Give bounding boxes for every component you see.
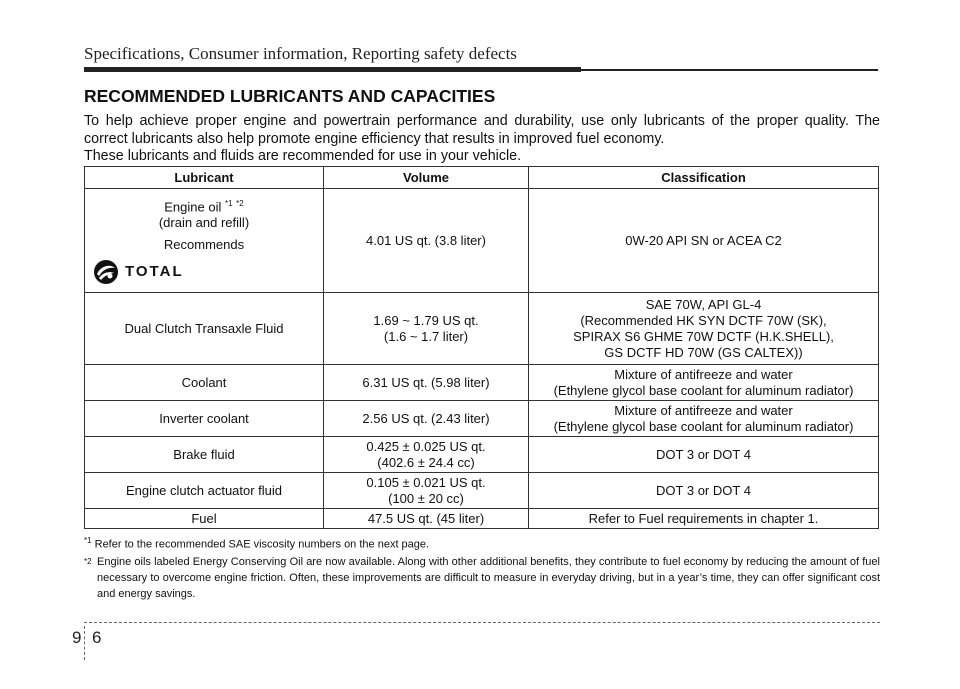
footnote-ref-2: *2 (236, 198, 244, 208)
footnote-2-marker: *2 (84, 557, 92, 566)
header-lubricant: Lubricant (85, 167, 324, 189)
table-row-engine-oil (85, 189, 879, 293)
table-row-brake (85, 437, 879, 473)
engine-oil-recommends: Recommends (163, 237, 245, 253)
dct-class-line3: SPIRAX S6 GHME 70W DCTF (H.K.SHELL), (573, 328, 834, 344)
brake-volume-line1: 0.425 ± 0.025 US qt. (366, 438, 486, 454)
total-logo (93, 259, 319, 285)
coolant-classification (529, 365, 879, 401)
dct-volume-line2: (1.6 ~ 1.7 liter) (383, 328, 469, 344)
intro-note: These lubricants and fluids are recommended for use in your vehicle. (84, 148, 522, 164)
lubricants-table (84, 166, 879, 529)
table-row-dct (85, 293, 879, 365)
table-header-row (85, 167, 879, 189)
header-volume: Volume (324, 167, 529, 189)
clutch-name: Engine clutch actuator fluid (85, 473, 324, 509)
dct-class-line2: (Recommended HK SYN DCTF 70W (SK), (580, 312, 827, 328)
table-row-clutch (85, 473, 879, 509)
fuel-classification: Refer to Fuel requirements in chapter 1. (529, 509, 879, 529)
inverter-classification (529, 401, 879, 437)
clutch-classification: DOT 3 or DOT 4 (529, 473, 879, 509)
footnote-1-text: Refer to the recommended SAE viscosity numbers on the next page. (94, 538, 430, 551)
footnote-1-marker: *1 (84, 536, 92, 545)
page-chapter-number: 9 (72, 628, 82, 647)
page-footer-rule (84, 622, 880, 623)
fuel-name: Fuel (85, 509, 324, 529)
engine-oil-volume: 4.01 US qt. (3.8 liter) (324, 189, 529, 293)
dct-classification (529, 293, 879, 365)
dct-name: Dual Clutch Transaxle Fluid (85, 293, 324, 365)
coolant-class-line2: (Ethylene glycol base coolant for aluminum radiator) (553, 382, 854, 398)
engine-oil-sub: (drain and refill) (158, 215, 250, 231)
section-title: RECOMMENDED LUBRICANTS AND CAPACITIES (84, 86, 496, 106)
clutch-volume-line2: (100 ± 20 cc) (388, 490, 464, 506)
table-row-coolant (85, 365, 879, 401)
page-sub-number: 6 (92, 628, 102, 647)
header-classification: Classification (529, 167, 879, 189)
inverter-class-line2: (Ethylene glycol base coolant for aluminum radiator) (553, 418, 854, 434)
footnote-2-text: Engine oils labeled Energy Conserving Oil are now available. Along with other additional benefits, they contribute to fuel economy by reducing the amount of fuel necessary to overcome engine friction. Often, these improvements are difficult to measure in everyday driving, but in a year’s time, they can offer significant cost and energy savings. (97, 556, 880, 600)
brake-volume (324, 437, 529, 473)
dct-volume (324, 293, 529, 365)
brake-volume-line2: (402.6 ± 24.4 cc) (377, 454, 475, 470)
header-rule-thin (581, 69, 878, 71)
fuel-volume: 47.5 US qt. (45 liter) (324, 509, 529, 529)
engine-oil-classification: 0W-20 API SN or ACEA C2 (529, 189, 879, 293)
table-row-inverter (85, 401, 879, 437)
dct-class-line4: GS DCTF HD 70W (GS CALTEX)) (604, 344, 803, 360)
brake-classification: DOT 3 or DOT 4 (529, 437, 879, 473)
footnote-1 (84, 536, 429, 551)
dct-class-line1: SAE 70W, API GL-4 (645, 296, 762, 312)
footnote-ref-1: *1 (224, 198, 233, 208)
footnote-2 (84, 554, 880, 602)
running-header-title: Specifications, Consumer information, Reporting safety defects (84, 44, 517, 63)
engine-oil-name: Engine oil (164, 199, 222, 215)
inverter-volume: 2.56 US qt. (2.43 liter) (324, 401, 529, 437)
total-brand-wordmark: TOTAL (125, 263, 184, 281)
coolant-volume: 6.31 US qt. (5.98 liter) (324, 365, 529, 401)
engine-oil-cell (85, 189, 324, 293)
coolant-name: Coolant (85, 365, 324, 401)
total-logo-icon (93, 259, 119, 285)
inverter-class-line1: Mixture of antifreeze and water (614, 402, 793, 418)
intro-paragraph: To help achieve proper engine and powertrain performance and durability, use only lubricants of the proper quality. The correct lubricants also help promote engine efficiency that results in improved fuel economy. (84, 113, 880, 147)
brake-name: Brake fluid (85, 437, 324, 473)
header-rule-thick (84, 67, 581, 72)
table-row-fuel (85, 509, 879, 529)
page-number-divider (84, 626, 85, 660)
clutch-volume (324, 473, 529, 509)
clutch-volume-line1: 0.105 ± 0.021 US qt. (366, 474, 486, 490)
dct-volume-line1: 1.69 ~ 1.79 US qt. (373, 312, 479, 328)
inverter-name: Inverter coolant (85, 401, 324, 437)
coolant-class-line1: Mixture of antifreeze and water (614, 366, 793, 382)
